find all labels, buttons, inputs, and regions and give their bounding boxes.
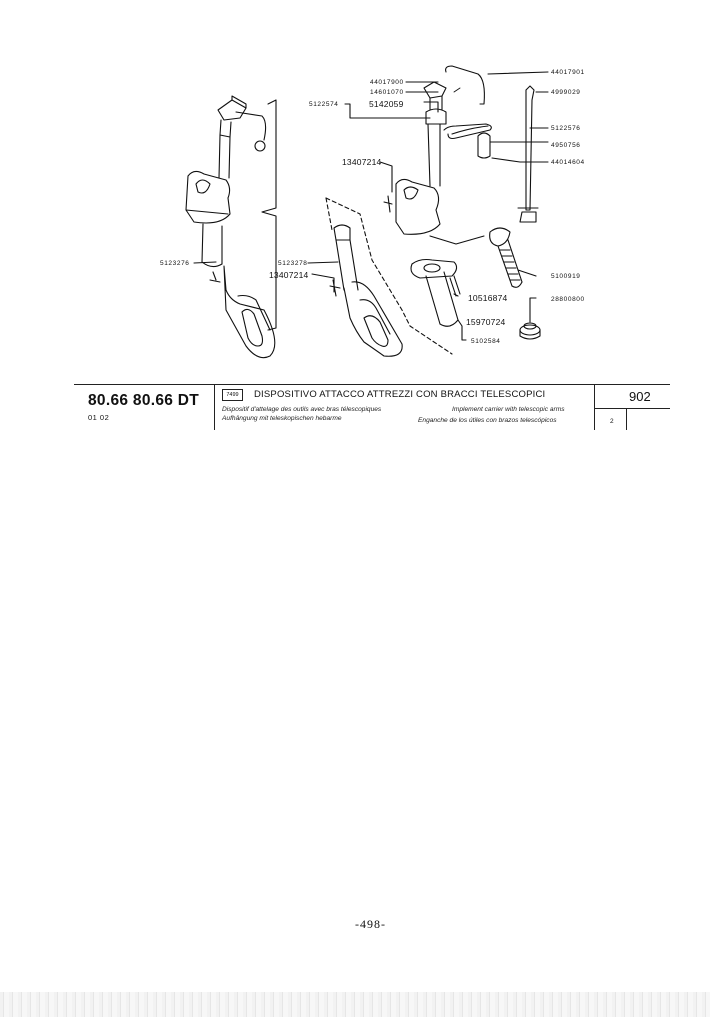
sheet-number: 2 <box>610 418 614 425</box>
part-label: 15970724 <box>466 317 506 327</box>
part-label: 4999029 <box>551 89 581 96</box>
part-label: 5123276 <box>160 260 190 267</box>
part-label: 10516874 <box>468 293 508 303</box>
top-rule <box>74 384 670 385</box>
exploded-parts-diagram <box>0 0 710 380</box>
part-label: 4950756 <box>551 142 581 149</box>
page-code: 902 <box>629 389 651 404</box>
part-label: 5102584 <box>471 338 501 345</box>
title-english: Implement carrier with telescopic arms <box>452 406 565 413</box>
page-number: -498- <box>355 917 386 931</box>
edition-date: 01 02 <box>88 413 110 422</box>
divider <box>594 384 595 430</box>
part-label: 14601070 <box>370 89 404 96</box>
divider <box>214 384 215 430</box>
scan-edge <box>0 992 710 1017</box>
title-spanish: Enganche de los útiles con brazos telescópicos <box>418 417 557 424</box>
title-block <box>74 384 670 430</box>
part-label: 5122576 <box>551 125 581 132</box>
model-name: 80.66 80.66 DT <box>88 392 200 409</box>
title-german: Aufhängung mit teleskopischen hebarme <box>222 415 342 422</box>
part-label: 5100919 <box>551 273 581 280</box>
part-label: 5122574 <box>309 101 339 108</box>
part-label: 5123278 <box>278 260 308 267</box>
page-title: DISPOSITIVO ATTACCO ATTREZZI CON BRACCI TELESCOPICI <box>254 389 546 400</box>
part-label: 44017901 <box>551 69 585 76</box>
part-label: 28800800 <box>551 296 585 303</box>
divider <box>626 408 627 430</box>
part-label: 13407214 <box>342 157 382 167</box>
title-french: Dispositif d'attelage des outils avec bras télescopiques <box>222 406 382 413</box>
part-label: 44017900 <box>370 79 404 86</box>
part-label: 13407214 <box>269 270 309 280</box>
part-label: 5142059 <box>369 99 404 109</box>
divider <box>594 408 670 409</box>
group-code: 7499 <box>222 389 243 401</box>
part-label: 44014604 <box>551 159 585 166</box>
